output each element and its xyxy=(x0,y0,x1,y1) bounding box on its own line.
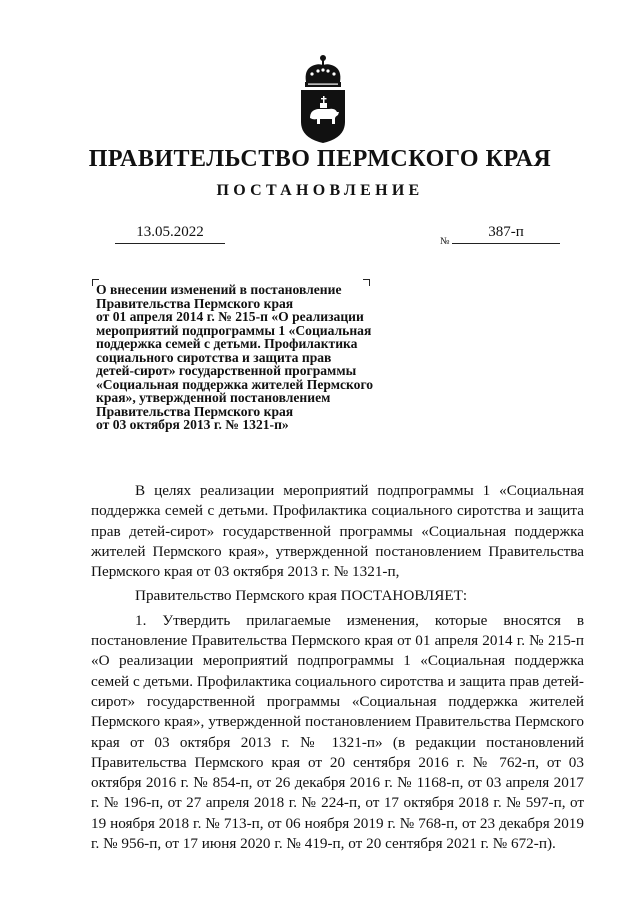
subject-line: мероприятий подпрограммы 1 «Социальная xyxy=(96,322,372,338)
subject-line: О внесении изменений в постановление xyxy=(96,282,342,297)
number-sign: № xyxy=(440,236,450,247)
subject-line: Правительства Пермского края xyxy=(96,295,294,311)
body-paragraph: В целях реализации мероприятий подпрограммы 1 «Социальная поддержка семей с детьми. Профилактика социального сиротства и защита прав детей-сирот» государственной программы «Социальная поддержка жителей Пермского края», утвержденной постановлением Правительства Пермского края от 03 октября 2013 г. № 1321-п, xyxy=(91,482,584,581)
document-body xyxy=(91,481,584,854)
document-type: ПОСТАНОВЛЕНИЕ xyxy=(216,182,424,199)
document-date: 13.05.2022 xyxy=(115,224,225,244)
body-paragraph: Правительство Пермского края ПОСТАНОВЛЯЕТ: xyxy=(135,587,468,605)
subject-line: Правительства Пермского края xyxy=(96,403,294,419)
government-name: ПРАВИТЕЛЬСТВО ПЕРМСКОГО КРАЯ xyxy=(88,146,552,172)
subject-line: детей-сирот» государственной программы xyxy=(96,363,357,378)
subject-line: от 03 октября 2013 г. № 1321-п» xyxy=(96,417,289,432)
document-subject xyxy=(96,283,396,432)
document-number: 387-п xyxy=(452,224,560,244)
subject-line: социального сиротства и защита прав xyxy=(96,349,332,365)
subject-line: края», утвержденной постановлением xyxy=(96,390,331,405)
subject-line: «Социальная поддержка жителей Пермского xyxy=(96,376,374,392)
perm-krai-coat-of-arms-icon xyxy=(298,52,348,144)
body-paragraph: 1. Утвердить прилагаемые изменения, которые вносятся в постановление Правительства Пермского края от 01 апреля 2014 г. № 215-п «О реализации мероприятий подпрограммы 1 «Социальная поддержка семей с детьми. Профилактика социального сиротства и защита прав детей-сирот» государственной программы «Социальная поддержка жителей Пермского края», утвержденной постановлением Правительства Пермского края от 03 октября 2013 г. № 1321-п» (в редакции постановлений Правительства Пермского края от 20 сентября 2016 г. № 762-п, от 03 октября 2016 г. № 854-п, от 26 декабря 2016 г. № 1168-п, от 03 апреля 2017 г. № 196-п, от 27 апреля 2018 г. № 224-п, от 17 октября 2018 г. № 597-п, от 19 ноября 2018 г. № 713-п, от 06 ноября 2019 г. № 768-п, от 23 декабря 2019 г. № 956-п, от 17 июня 2020 г. № 419-п, от 20 сентября 2021 г. № 672-п). xyxy=(91,611,584,853)
subject-line: от 01 апреля 2014 г. № 215-п «О реализации xyxy=(96,309,364,324)
subject-line: поддержка семей с детьми. Профилактика xyxy=(96,336,358,351)
